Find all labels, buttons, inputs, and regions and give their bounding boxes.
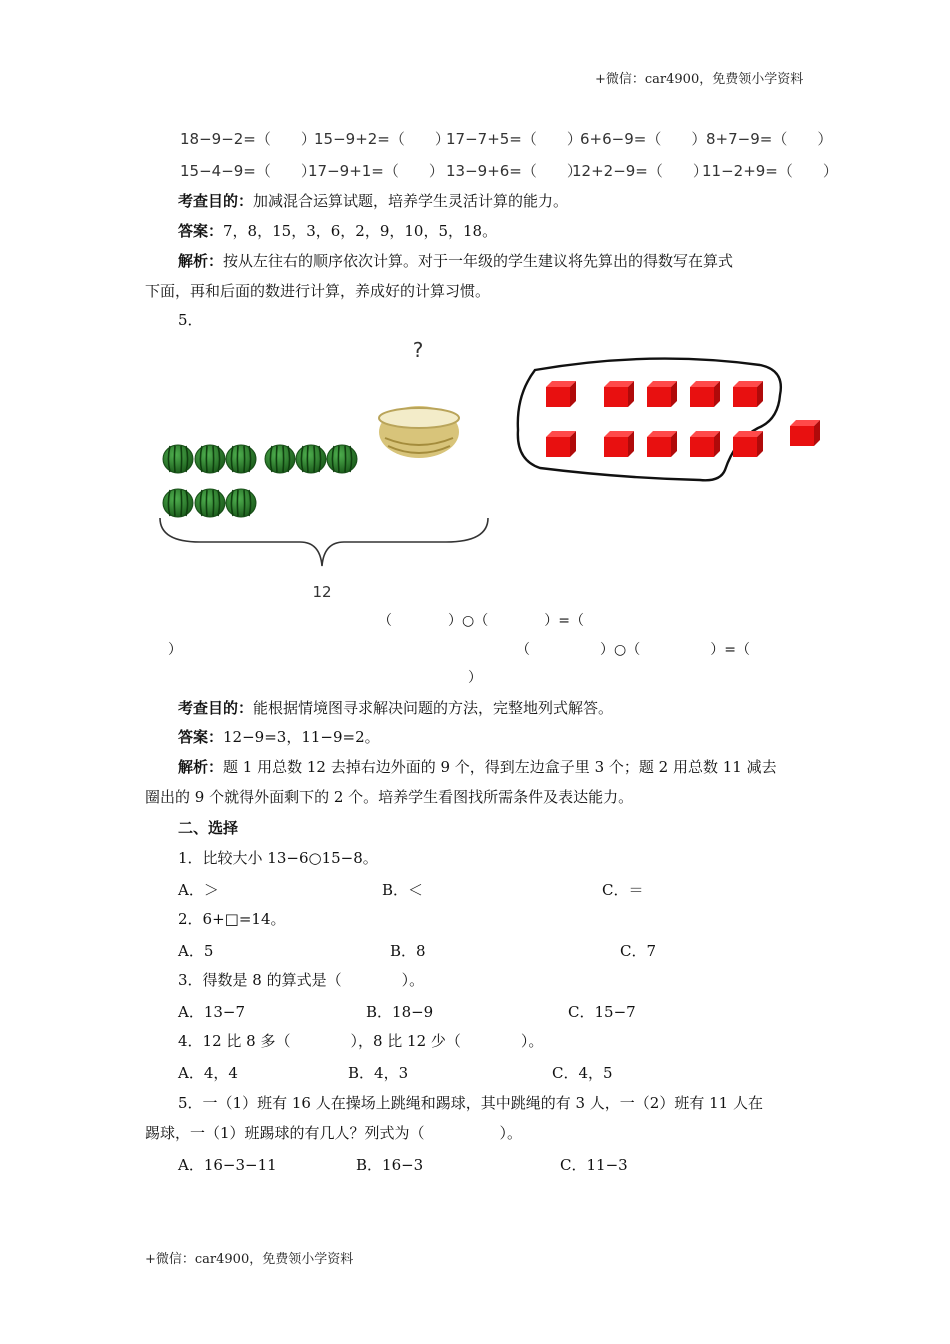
purpose-text: 加减混合运算试题，培养学生灵活计算的能力。 [253, 192, 569, 210]
equation: 12+2−9=（ ） [572, 162, 708, 180]
choice-option: A．13−7 [178, 1003, 246, 1021]
cube-icon [733, 381, 763, 407]
cube-icon [546, 431, 576, 457]
watermelon-icon [163, 445, 193, 473]
choice-option: A．16−3−11 [178, 1156, 277, 1174]
choice-option: B．＜ [382, 881, 424, 899]
page-header: +微信：car4900，免费领小学资料 [595, 72, 804, 87]
watermelon-icon [226, 489, 256, 517]
brace [160, 518, 488, 566]
choice-option: C．＝ [602, 881, 644, 899]
analysis-text: 题 1 用总数 12 去掉右边外面的 9 个，得到左边盒子里 3 个；题 2 用总数 11 减去 [223, 758, 777, 776]
analysis-label: 解析： [178, 252, 224, 270]
purpose-text: 能根据情境图寻求解决问题的方法，完整地列式解答。 [253, 699, 614, 717]
choice-option: B．18−9 [366, 1003, 434, 1021]
page-footer: +微信：car4900，免费领小学资料 [145, 1252, 354, 1267]
watermelon-icon [327, 445, 357, 473]
watermelon-icon [163, 445, 357, 517]
watermelon-icon [195, 445, 225, 473]
analysis-label: 解析： [178, 758, 224, 776]
q5-analysis [178, 757, 777, 777]
cube-icon [604, 381, 634, 407]
choice-question-stem: 2．6+□=14。 [178, 910, 286, 928]
purpose-label: 考查目的： [178, 699, 254, 717]
purpose-label: 考查目的： [178, 192, 254, 210]
choice-option: B．8 [390, 942, 426, 960]
q5-analysis-cont: 圈出的 9 个就得外面剩下的 2 个。培养学生看图找所需条件及表达能力。 [145, 788, 634, 806]
brace-total-label: 12 [312, 583, 332, 601]
equation: 13−9+6=（ ） [446, 162, 582, 180]
q5-purpose [178, 698, 613, 718]
cube-icon [690, 431, 720, 457]
blank-equation-2: （ ）○（ ）=（ [516, 642, 750, 658]
choice-question-stem: 1．比较大小 13−6○15−8。 [178, 849, 378, 867]
cube-icon [647, 381, 677, 407]
choice-question-stem: 3．得数是 8 的算式是（ ）。 [178, 971, 425, 989]
watermelon-icon [265, 445, 295, 473]
watermelon-icon [296, 445, 326, 473]
lasso-loop [518, 359, 781, 481]
answer-text: 7，8，15，3，6，2，9，10，5，18。 [223, 222, 498, 240]
basket-icon [379, 406, 459, 458]
choice-option: C．15−7 [568, 1003, 636, 1021]
choice-option: C．4，5 [552, 1064, 613, 1082]
choice-option: C．7 [620, 942, 657, 960]
equation: 17−9+1=（ ） [308, 162, 444, 180]
choice-option: A．4，4 [178, 1064, 238, 1082]
blank-equation-2-end: ） [468, 670, 482, 686]
equation: 11−2+9=（ ） [702, 162, 838, 180]
q5-number: 5． [178, 311, 203, 329]
choice-option: B．16−3 [356, 1156, 424, 1174]
equation: 6+6−9=（ ） [580, 130, 707, 148]
cube-icon [546, 381, 820, 457]
cube-icon [790, 420, 820, 446]
blank-equation-1: （ ）○（ ）=（ [378, 613, 584, 629]
choice-option: B．4，3 [348, 1064, 409, 1082]
cube-icon [604, 431, 634, 457]
watermelon-icon [195, 489, 225, 517]
choice-option: A．5 [178, 942, 214, 960]
choice-question-stem: 4．12 比 8 多（ ），8 比 12 少（ ）。 [178, 1032, 544, 1050]
q4-analysis-cont: 下面，再和后面的数进行计算，养成好的计算习惯。 [145, 282, 491, 300]
analysis-text: 按从左往右的顺序依次计算。对于一年级的学生建议将先算出的得数写在算式 [223, 252, 734, 270]
answer-text: 12−9=3，11−9=2。 [223, 728, 380, 746]
q5-answer [178, 727, 380, 747]
answer-label: 答案： [178, 728, 224, 746]
watermelon-icon [226, 445, 256, 473]
answer-label: 答案： [178, 222, 224, 240]
equation: 18−9−2=（ ） [180, 130, 316, 148]
choice-option: C．11−3 [560, 1156, 628, 1174]
watermelon-icon [163, 489, 193, 517]
cube-icon [733, 431, 763, 457]
section-title: 二、选择 [178, 819, 239, 837]
choice-question-stem: 5．一（1）班有 16 人在操场上跳绳和踢球，其中跳绳的有 3 人，一（2）班有 11 人在 [178, 1094, 763, 1112]
equation: 17−7+5=（ ） [446, 130, 582, 148]
choice-question-stem-cont: 踢球，一（1）班踢球的有几人？列式为（ ）。 [145, 1124, 523, 1142]
cube-icon [546, 381, 576, 407]
choice-option: A．＞ [178, 881, 219, 899]
blank-equation-1-end: ） [168, 642, 182, 658]
cube-icon [647, 431, 677, 457]
equation: 8+7−9=（ ） [706, 130, 833, 148]
equation: 15−9+2=（ ） [314, 130, 450, 148]
equation: 15−4−9=（ ） [180, 162, 316, 180]
cube-icon [690, 381, 720, 407]
question-mark: ? [412, 338, 424, 362]
